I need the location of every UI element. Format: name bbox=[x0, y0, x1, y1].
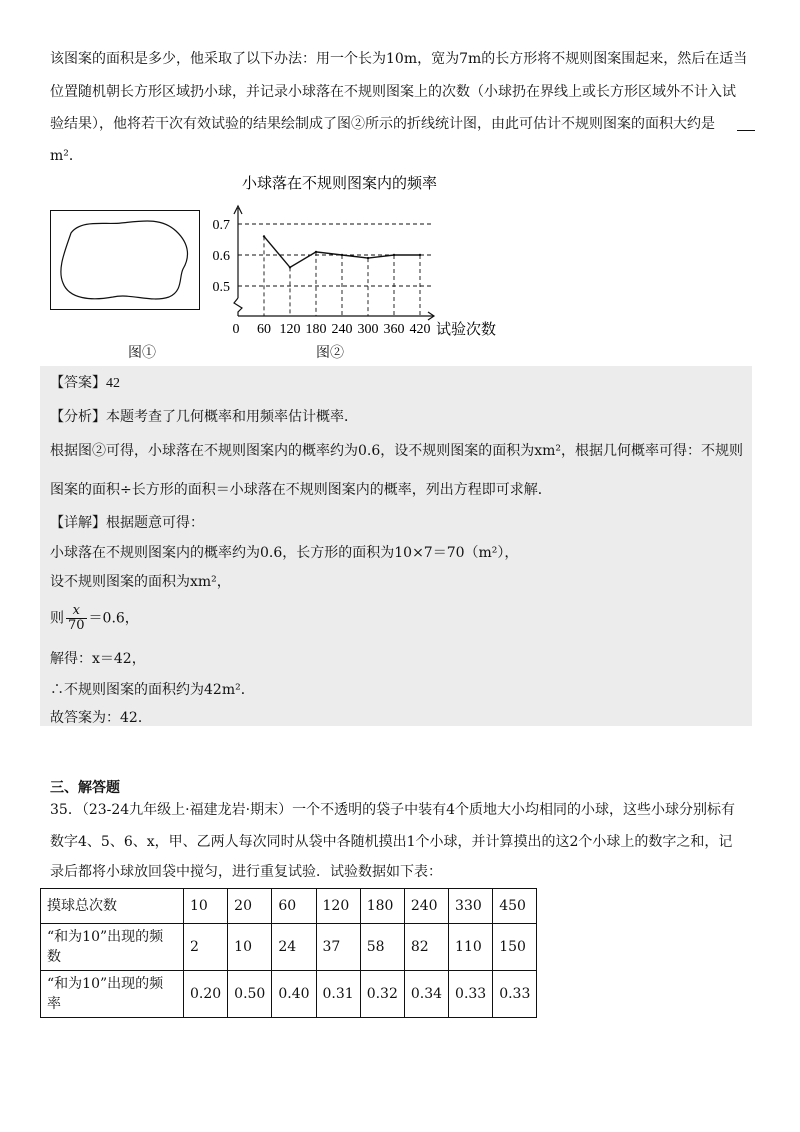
problem-line-4: m²． bbox=[50, 148, 83, 164]
data-point bbox=[341, 254, 343, 256]
x-tick-label: 180 bbox=[305, 322, 327, 337]
conclusion-line: ∴不规则图案的面积约为42m²． bbox=[50, 682, 255, 698]
answer-value: 42 bbox=[106, 376, 120, 391]
data-point bbox=[263, 235, 265, 237]
table-cell: 0.33 bbox=[449, 971, 493, 1018]
answer-label: 【答案】 bbox=[50, 375, 106, 391]
table-cell: 0.33 bbox=[493, 971, 537, 1018]
y-tick-label: 0.5 bbox=[212, 280, 230, 295]
table-cell: 58 bbox=[360, 924, 404, 971]
x-tick-label: 60 bbox=[257, 322, 271, 337]
question-35-line-2: 数字4、5、6、x，甲、乙两人每次同时从袋中各随机摸出1个小球，并计算摸出的这2个小球上的数字之和，记 bbox=[50, 834, 733, 850]
table-cell: 240 bbox=[404, 889, 448, 924]
table-cell: 24 bbox=[272, 924, 316, 971]
table-cell: 60 bbox=[272, 889, 316, 924]
section-heading: 三、解答题 bbox=[50, 780, 120, 796]
table-cell: 2 bbox=[184, 924, 228, 971]
question-35-line-1: 35．（23-24九年级上·福建龙岩·期末）一个不透明的袋子中装有4个质地大小均相同的小球，这些小球分别标有 bbox=[50, 802, 735, 818]
detail-line-2: 设不规则图案的面积为xm²， bbox=[50, 574, 231, 590]
irregular-shape-drawing bbox=[51, 211, 199, 309]
question-35-line-3: 录后都将小球放回袋中搅匀，进行重复试验．试验数据如下表： bbox=[50, 864, 442, 880]
table-cell: 82 bbox=[404, 924, 448, 971]
equation-fraction bbox=[66, 604, 87, 633]
x-tick-label: 420 bbox=[409, 322, 431, 337]
detail-line bbox=[50, 513, 204, 533]
table-cell: 0.40 bbox=[272, 971, 316, 1018]
detail-line-1: 小球落在不规则图案内的概率约为0.6，长方形的面积为10×7＝70（m²）， bbox=[50, 545, 519, 561]
data-point bbox=[289, 266, 291, 268]
reason-line-2: 图案的面积÷长方形的面积＝小球落在不规则图案内的概率，列出方程即可求解． bbox=[50, 482, 552, 498]
figure-1-rectangle bbox=[50, 210, 200, 310]
x-tick-label: 0 bbox=[232, 322, 240, 337]
equation-rest: ＝0.6， bbox=[88, 610, 139, 627]
x-axis-label: 试验次数 bbox=[436, 320, 497, 338]
detail-label: 【详解】 bbox=[50, 515, 106, 531]
fraction-numerator: x bbox=[66, 604, 87, 619]
analysis-label: 【分析】 bbox=[50, 409, 106, 425]
x-tick-label: 240 bbox=[331, 322, 353, 337]
table-row bbox=[41, 971, 537, 1018]
reason-line-1: 根据图②可得，小球落在不规则图案内的概率约为0.6，设不规则图案的面积为xm²，根据几何概率可得：不规则 bbox=[50, 443, 744, 459]
table-cell: 10 bbox=[184, 889, 228, 924]
table-cell: 0.50 bbox=[228, 971, 272, 1018]
problem-line-3: 验结果），他将若干次有效试验的结果绘制成了图②所示的折线统计图，由此可估计不规则图案的面积大约是 bbox=[50, 116, 715, 132]
detail-intro: 根据题意可得： bbox=[106, 515, 204, 531]
table-cell: 120 bbox=[316, 889, 360, 924]
table-cell: 450 bbox=[493, 889, 537, 924]
y-tick-label: 0.6 bbox=[212, 249, 230, 264]
x-tick-label: 360 bbox=[383, 322, 405, 337]
final-answer-line: 故答案为：42． bbox=[50, 710, 152, 726]
trial-data-table bbox=[40, 888, 537, 1018]
table-row bbox=[41, 924, 537, 971]
table-cell: 10 bbox=[228, 924, 272, 971]
solve-line: 解得：x＝42， bbox=[50, 651, 146, 667]
data-point bbox=[367, 257, 369, 259]
table-cell: 0.31 bbox=[316, 971, 360, 1018]
data-point bbox=[419, 254, 421, 256]
table-row bbox=[41, 889, 537, 924]
frequency-line-chart bbox=[210, 170, 510, 340]
row-header: “和为10”出现的频数 bbox=[41, 924, 184, 971]
figure-2-caption: 图② bbox=[316, 345, 344, 361]
row-header: 摸球总次数 bbox=[41, 889, 184, 924]
analysis-line bbox=[50, 407, 358, 427]
fraction-denominator: 70 bbox=[68, 618, 85, 633]
table-cell: 150 bbox=[493, 924, 537, 971]
table-cell: 110 bbox=[449, 924, 493, 971]
table-cell: 0.32 bbox=[360, 971, 404, 1018]
table-cell: 330 bbox=[449, 889, 493, 924]
equation-line bbox=[50, 604, 139, 633]
answer-line bbox=[50, 373, 120, 394]
table-cell: 180 bbox=[360, 889, 404, 924]
analysis-text: 本题考查了几何概率和用频率估计概率． bbox=[106, 409, 358, 425]
table-cell: 0.34 bbox=[404, 971, 448, 1018]
chart-title: 小球落在不规则图案内的频率 bbox=[242, 174, 438, 192]
data-point bbox=[393, 254, 395, 256]
table-cell: 20 bbox=[228, 889, 272, 924]
problem-line-2: 位置随机朝长方形区域扔小球，并记录小球落在不规则图案上的次数（小球扔在界线上或长方形区域外不计入试 bbox=[50, 84, 736, 100]
table-cell: 0.20 bbox=[184, 971, 228, 1018]
equation-prefix: 则 bbox=[50, 610, 64, 627]
table-cell: 37 bbox=[316, 924, 360, 971]
answer-blank bbox=[737, 118, 755, 131]
problem-line-1: 该图案的面积是多少，他采取了以下办法：用一个长为10m，宽为7m的长方形将不规则图案围起来，然后在适当 bbox=[50, 51, 748, 67]
y-tick-label: 0.7 bbox=[212, 218, 230, 233]
data-point bbox=[315, 251, 317, 253]
row-header: “和为10”出现的频率 bbox=[41, 971, 184, 1018]
axis-break-mark bbox=[234, 298, 242, 316]
x-tick-label: 300 bbox=[357, 322, 379, 337]
x-tick-label: 120 bbox=[279, 322, 301, 337]
figure-1-caption: 图① bbox=[128, 345, 156, 361]
